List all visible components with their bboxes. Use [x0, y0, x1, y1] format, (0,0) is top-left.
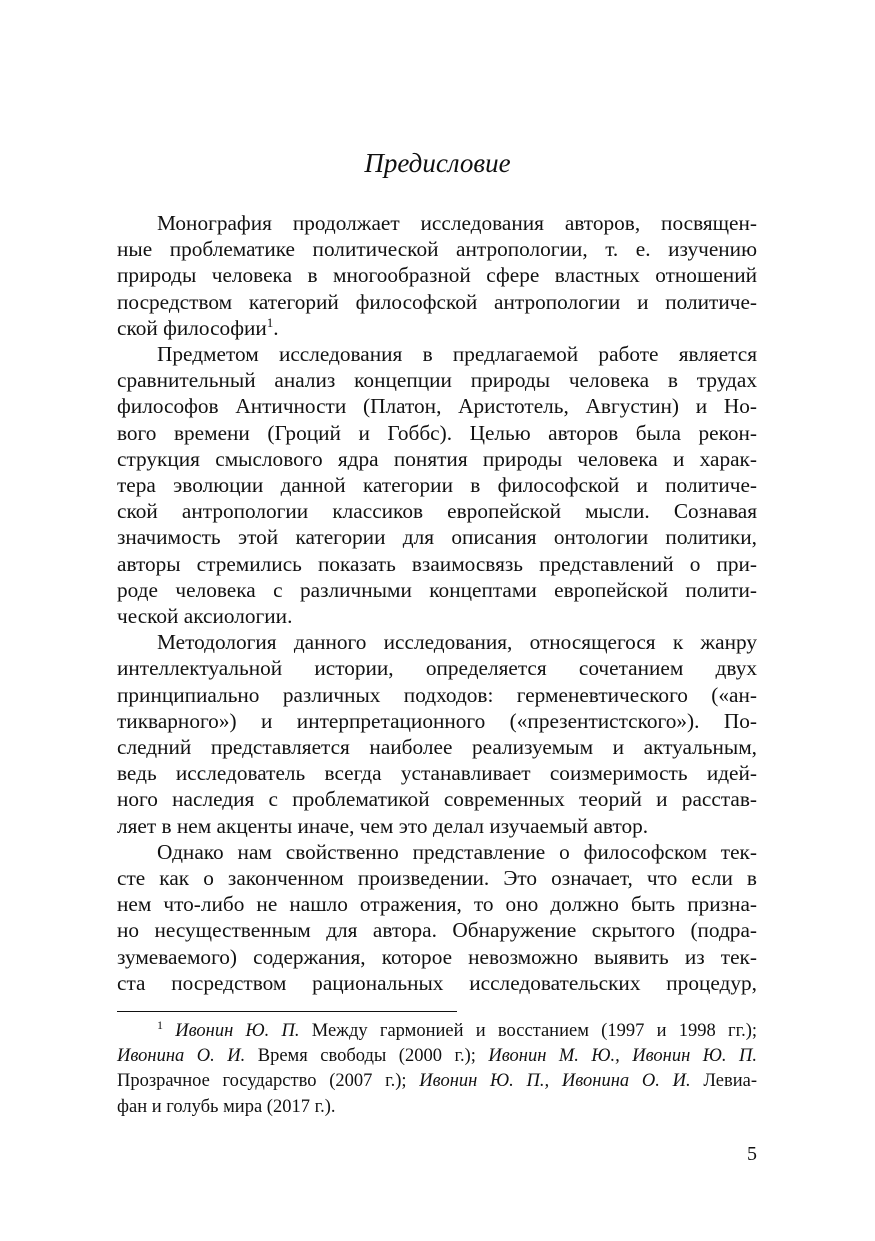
paragraph-1	[117, 210, 757, 341]
text-line: тера эволюции данной категории в философской и политиче-	[117, 473, 757, 498]
text-line: авторы стремились показать взаимосвязь представлений о при-	[117, 551, 757, 576]
chapter-title: Предисловие	[364, 148, 511, 178]
footnote-reference[interactable]: 1	[266, 314, 274, 330]
footnote-line: фан и голубь мира (2017 г.).	[117, 1096, 336, 1117]
text-line: вого времени (Гроций и Гоббс). Целью авторов была рекон-	[117, 420, 757, 445]
text-line: Монография продолжает исследования авторов, посвящен-	[157, 211, 757, 235]
author-name: Ивонин Ю. П., Ивонина О. И.	[419, 1071, 691, 1092]
paragraph-4	[117, 839, 757, 996]
text-line: ные проблематике политической антропологии, т. е. изучению	[117, 237, 757, 262]
text-line: ного наследия с проблематикой современных теорий и расстав-	[117, 787, 757, 812]
text-line: но несущественным для автора. Обнаружение скрытого (подра-	[117, 918, 757, 943]
text-line: зумеваемого) содержания, которое невозможно выявить из тек-	[117, 944, 757, 969]
page-number: 5	[747, 1143, 757, 1165]
footnote-separator	[117, 1011, 457, 1012]
text-line: ведь исследователь всегда устанавливает соизмеримость идей-	[117, 761, 757, 786]
text-line: посредством категорий философской антропологии и политиче-	[117, 289, 757, 314]
text-line	[117, 315, 757, 341]
text-line: ской антропологии классиков европейской мысли. Сознавая	[117, 499, 757, 524]
text-line: ляет в нем акценты иначе, чем это делал изучаемый автор.	[117, 813, 649, 838]
text-line: следний представляется наиболее реализуемым и актуальным,	[117, 735, 757, 760]
main-text	[117, 210, 757, 996]
text-line: тикварного») и интерпретационного («презентистского»). По-	[117, 708, 757, 733]
text-line: значимость этой категории для описания онтологии политики,	[117, 525, 757, 550]
paragraph-3	[117, 629, 757, 839]
text-line: ческой аксиологии.	[117, 604, 293, 629]
text-line: струкция смыслового ядра понятия природы человека и харак-	[117, 446, 757, 471]
author-name: Ивонин Ю. П.	[175, 1021, 300, 1041]
footnote-text: Время свободы (2000 г.);	[245, 1046, 489, 1067]
text-line: интеллектуальной истории, определяется сочетанием двух	[117, 656, 757, 681]
text-line: Методология данного исследования, относящегося к жанру	[157, 630, 757, 655]
text-line: Однако нам свойственно представление о философском тек-	[157, 839, 757, 864]
text-line: Предметом исследования в предлагаемой работе является	[157, 342, 757, 367]
author-name: Ивонин М. Ю., Ивонин Ю. П.	[488, 1046, 757, 1067]
footnote-line	[117, 1069, 757, 1094]
footnote-text: Прозрачное государство (2007 г.);	[117, 1071, 420, 1092]
text-line: природы человека в многообразной сфере властных отношений	[117, 263, 757, 288]
text-line: принципиально различных подходов: герменевтического («ан-	[117, 682, 757, 707]
sentence-end: .	[273, 315, 279, 340]
footnote-text: Левиа-	[690, 1071, 757, 1092]
footnote-line	[117, 1044, 757, 1069]
footnote-text: Между гармонией и восстанием (1997 и 1998 гг.);	[299, 1021, 758, 1041]
text-line-content: ской философии	[117, 315, 267, 340]
text-line: роде человека с различными концептами европейской полити-	[117, 577, 757, 602]
text-line: сравнительный анализ концепции природы человека в трудах	[117, 368, 757, 393]
text-line: философов Античности (Платон, Аристотель, Августин) и Но-	[117, 394, 757, 419]
text-line: ста посредством рациональных исследовательских процедур,	[117, 970, 757, 995]
text-line: сте как о законченном произведении. Это означает, что если в	[117, 866, 757, 891]
author-name: Ивонина О. И.	[117, 1046, 246, 1067]
text-line: нем что-либо не нашло отражения, то оно должно быть призна-	[117, 892, 757, 917]
footnote-marker: 1	[157, 1017, 163, 1032]
footnote	[117, 1019, 757, 1120]
footnote-line	[117, 1019, 757, 1044]
paragraph-2	[117, 341, 757, 629]
